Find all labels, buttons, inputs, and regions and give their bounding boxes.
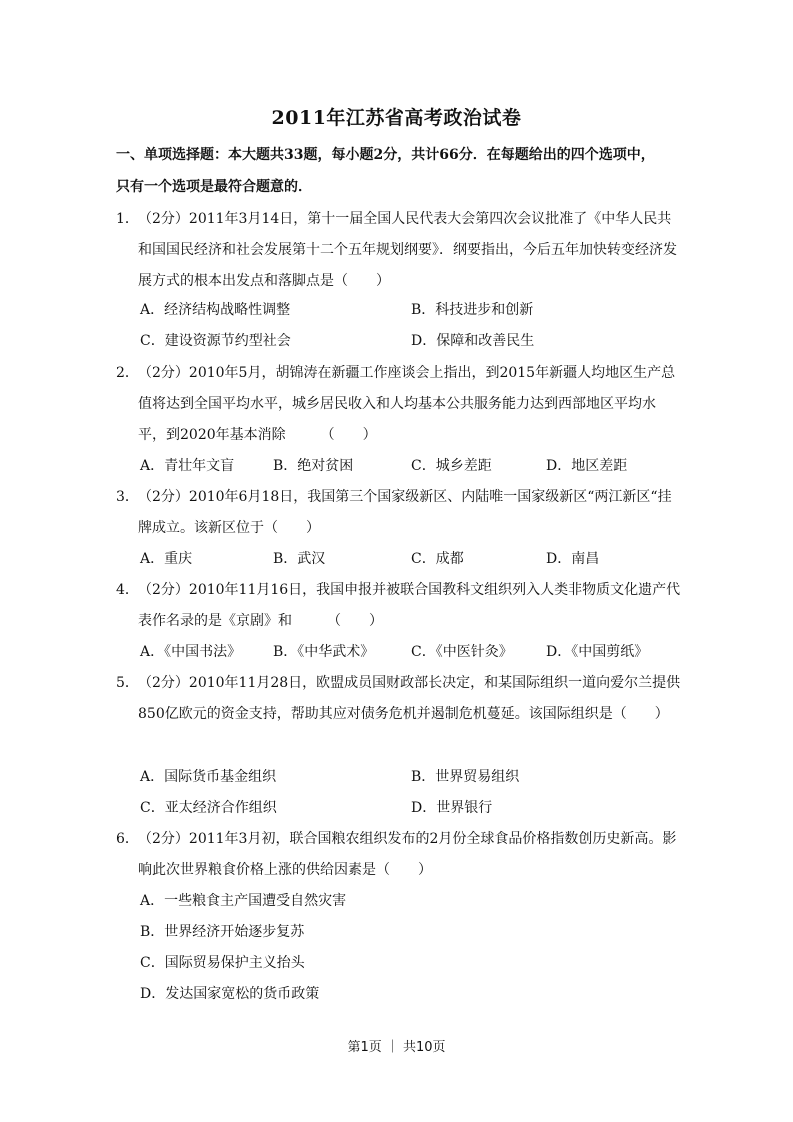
option-a[interactable]: A．国际货币基金组织 bbox=[140, 769, 277, 785]
option-d[interactable]: D．地区差距 bbox=[546, 458, 628, 474]
question-1 bbox=[116, 204, 682, 297]
question-number: 2． bbox=[116, 365, 139, 381]
option-b[interactable]: B．世界贸易组织 bbox=[411, 769, 520, 785]
question-number: 6． bbox=[116, 831, 139, 847]
question-2 bbox=[116, 358, 682, 451]
section-instructions-line2: 只有一个选项是最符合题意的． bbox=[116, 179, 312, 195]
option-d[interactable]: D．保障和改善民生 bbox=[411, 333, 535, 349]
option-a[interactable]: A．《中国书法》 bbox=[140, 644, 242, 660]
option-d[interactable]: D．世界银行 bbox=[411, 800, 493, 816]
option-b[interactable]: B．绝对贫困 bbox=[273, 458, 354, 474]
option-a[interactable]: A．青壮年文盲 bbox=[140, 458, 235, 474]
question-stem: （2分）2011年3月14日，第十一届全国人民代表大会第四次会议批准了《中华人民共和国国民经济和社会发展第十二个五年规划纲要》．纲要指出，今后五年加快转变经济发展方式的根本出发点和落脚点是（ ） bbox=[138, 211, 677, 289]
option-b[interactable]: B．《中华武术》 bbox=[273, 644, 375, 660]
question-4 bbox=[116, 575, 682, 637]
question-stem: （2分）2010年11月28日，欧盟成员国财政部长决定，和某国际组织一道向爱尔兰提供850亿欧元的资金支持，帮助其应对债务危机并遏制危机蔓延。该国际组织是（ ） bbox=[138, 675, 681, 722]
question-number: 3． bbox=[116, 489, 139, 505]
question-stem: （2分）2010年6月18日，我国第三个国家级新区、内陆唯一国家级新区“两江新区“挂牌成立。该新区位于（ ） bbox=[138, 489, 672, 536]
option-d[interactable]: D．《中国剪纸》 bbox=[546, 644, 649, 660]
option-d[interactable]: D．发达国家宽松的货币政策 bbox=[140, 986, 320, 1002]
option-a[interactable]: A．重庆 bbox=[140, 551, 193, 567]
option-c[interactable]: C．城乡差距 bbox=[411, 458, 492, 474]
question-6 bbox=[116, 824, 682, 886]
option-c[interactable]: C．成都 bbox=[411, 551, 464, 567]
question-number: 4． bbox=[116, 582, 139, 598]
option-c[interactable]: C．国际贸易保护主义抬头 bbox=[140, 955, 305, 971]
question-stem: （2分）2011年3月初，联合国粮农组织发布的2月份全球食品价格指数创历史新高。影响此次世界粮食价格上涨的供给因素是（ ） bbox=[138, 831, 677, 878]
section-instructions-line1: 一、单项选择题：本大题共33题，每小题2分，共计66分．在每题给出的四个选项中， bbox=[116, 147, 655, 163]
option-a[interactable]: A．经济结构战略性调整 bbox=[140, 302, 291, 318]
question-number: 5． bbox=[116, 675, 139, 691]
page-title: 2011年江苏省高考政治试卷 bbox=[271, 107, 522, 129]
option-b[interactable]: B．武汉 bbox=[273, 551, 326, 567]
question-number: 1． bbox=[116, 211, 139, 227]
option-c[interactable]: C．亚太经济合作组织 bbox=[140, 800, 277, 816]
option-a[interactable]: A．一些粮食主产国遭受自然灾害 bbox=[140, 893, 347, 909]
question-5 bbox=[116, 668, 682, 730]
option-b[interactable]: B．世界经济开始逐步复苏 bbox=[140, 924, 305, 940]
page-footer: 第1页 ｜ 共10页 bbox=[347, 1040, 446, 1055]
option-d[interactable]: D．南昌 bbox=[546, 551, 600, 567]
option-c[interactable]: C．建设资源节约型社会 bbox=[140, 333, 291, 349]
question-stem: （2分）2010年11月16日，我国申报并被联合国教科文组织列入人类非物质文化遗产代表作名录的是《京剧》和 （ ） bbox=[138, 582, 681, 629]
question-3 bbox=[116, 482, 682, 544]
option-b[interactable]: B．科技进步和创新 bbox=[411, 302, 534, 318]
question-stem: （2分）2010年5月，胡锦涛在新疆工作座谈会上指出，到2015年新疆人均地区生产总值将达到全国平均水平，城乡居民收入和人均基本公共服务能力达到西部地区平均水平，到2020年基本消除 （ ） bbox=[138, 365, 676, 443]
option-c[interactable]: C．《中医针灸》 bbox=[411, 644, 513, 660]
